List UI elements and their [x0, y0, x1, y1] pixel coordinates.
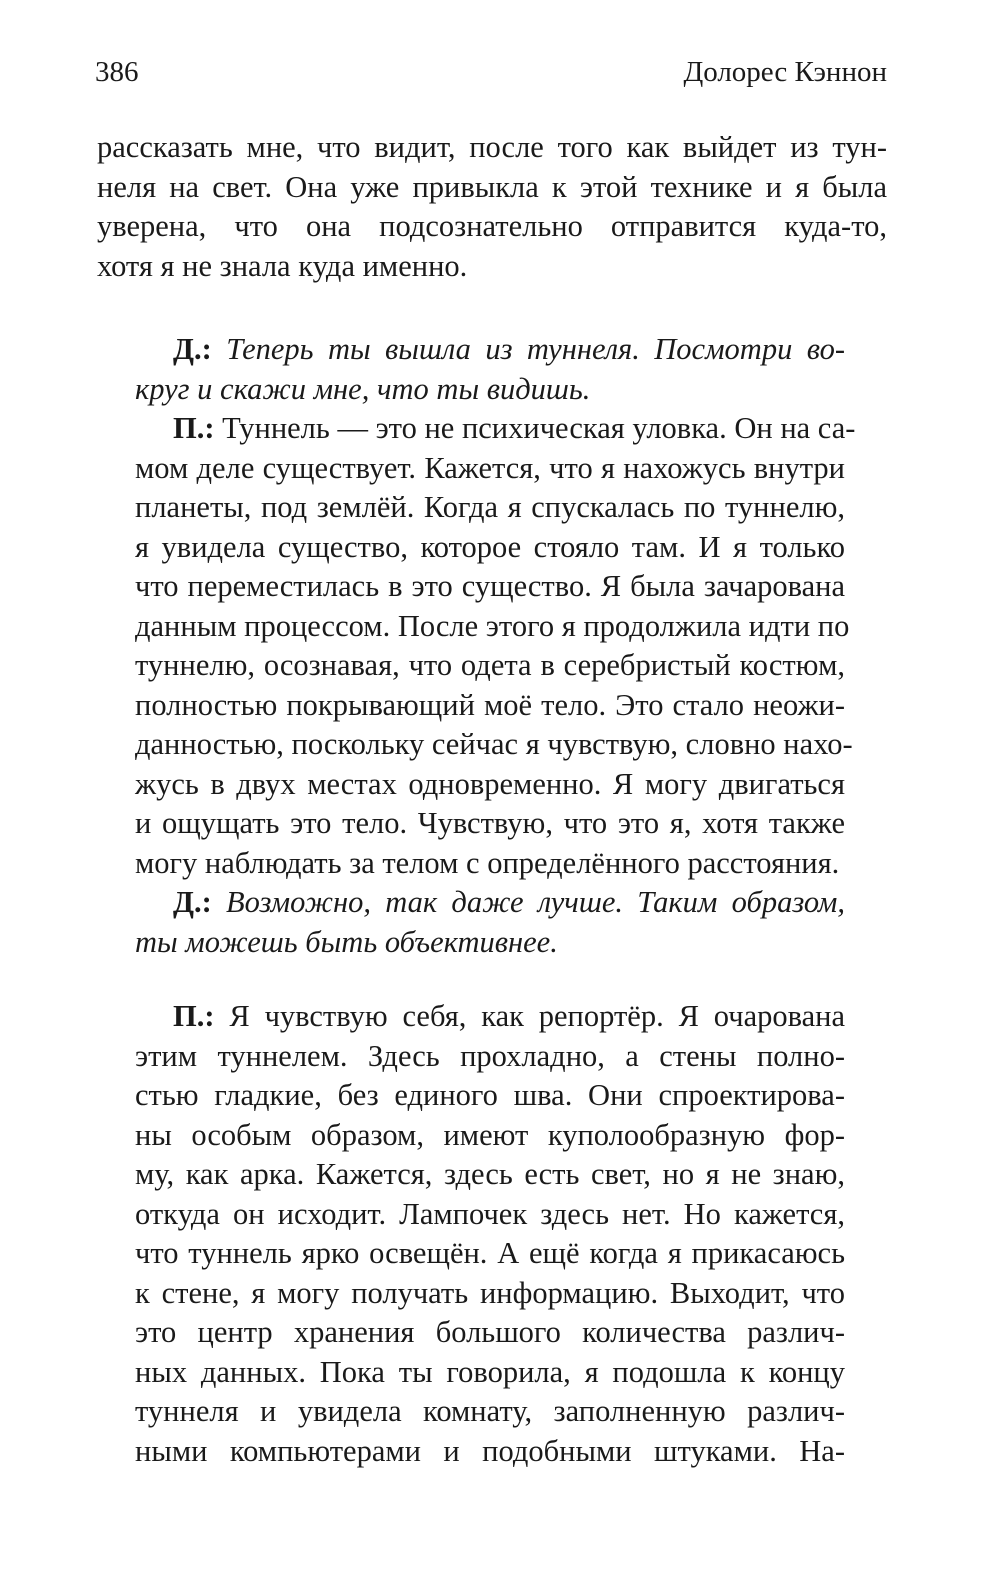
speaker-label: П.: — [173, 999, 215, 1033]
text-line: неля на свет. Она уже привыкла к этой технике и я была — [97, 169, 887, 204]
text-line: жусь в двух местах одновременно. Я могу двигаться — [135, 766, 845, 801]
text-line: круг и скажи мне, что ты видишь. — [135, 371, 591, 406]
text-line: я увидела существо, которое стояло там. И я только — [135, 529, 845, 564]
dialogue-d2 — [135, 883, 845, 962]
dialogue-d1 — [135, 330, 845, 409]
intro-paragraph — [97, 128, 887, 286]
page-number: 386 — [95, 56, 139, 88]
answer-text: Я чувствую себя, как репортёр. Я очарована — [229, 999, 846, 1033]
text-line: данным процессом. После этого я продолжила идти по — [135, 608, 850, 643]
text-line: му, как арка. Кажется, здесь есть свет, но я не знаю, — [135, 1157, 845, 1191]
text-line: планеты, под землёй. Когда я спускалась по туннелю, — [135, 490, 845, 524]
speaker-label: Д.: — [173, 332, 212, 366]
text-line: что переместилась в это существо. Я была зачарована — [135, 569, 845, 603]
answer-text: Туннель — это не психическая уловка. Он на са- — [222, 411, 856, 445]
text-line: откуда он исходит. Лампочек здесь нет. Но кажется, — [135, 1196, 845, 1231]
text-line: ными компьютерами и подобными штуками. На- — [135, 1433, 845, 1468]
dialogue-p2 — [135, 997, 845, 1471]
dialogue-p1 — [135, 409, 856, 883]
text-line — [135, 409, 856, 449]
text-line: этим туннелем. Здесь прохладно, а стены полно- — [135, 1038, 845, 1073]
question-text: Теперь ты вышла из туннеля. Посмотри во- — [226, 332, 846, 366]
text-line: и ощущать это тело. Чувствую, что это я, хотя также — [135, 806, 845, 840]
text-line: к стене, я могу получать информацию. Выходит, что — [135, 1275, 845, 1310]
speaker-label: Д.: — [173, 885, 212, 919]
running-head-author: Долорес Кэннон — [683, 56, 887, 88]
dialogue-block — [135, 330, 856, 1471]
text-line: данностью, поскольку сейчас я чувствую, словно нахо- — [135, 727, 853, 761]
text-line: полностью покрывающий моё тело. Это стало неожи- — [135, 687, 845, 722]
text-line: ты можешь быть объективнее. — [135, 924, 558, 959]
text-line: хотя я не знала куда именно. — [97, 248, 468, 283]
page-header — [95, 52, 887, 92]
text-line: мом деле существует. Кажется, что я нахожусь внутри — [135, 450, 845, 485]
text-line — [135, 883, 845, 923]
text-line: это центр хранения большого количества различ- — [135, 1315, 845, 1349]
text-line: рассказать мне, что видит, после того как выйдет из тун- — [97, 130, 887, 164]
text-line: ных данных. Пока ты говорила, я подошла к концу — [135, 1354, 845, 1389]
text-line: стью гладкие, без единого шва. Они спроектирова- — [135, 1078, 845, 1112]
speaker-label: П.: — [173, 411, 215, 445]
paragraph-gap — [135, 962, 845, 997]
text-line — [135, 997, 845, 1037]
text-line: что туннель ярко освещён. А ещё когда я прикасаюсь — [135, 1236, 845, 1270]
text-line: туннелю, осознавая, что одета в серебристый костюм, — [135, 648, 845, 682]
text-line: туннеля и увидела комнату, заполненную различ- — [135, 1394, 845, 1428]
question-text: Возможно, так даже лучше. Таким образом, — [226, 885, 845, 919]
text-line: ны особым образом, имеют куполообразную фор- — [135, 1117, 845, 1152]
text-line — [135, 330, 845, 370]
text-line: уверена, что она подсознательно отправится куда-то, — [97, 209, 887, 243]
text-line: могу наблюдать за телом с определённого расстояния. — [135, 845, 840, 880]
